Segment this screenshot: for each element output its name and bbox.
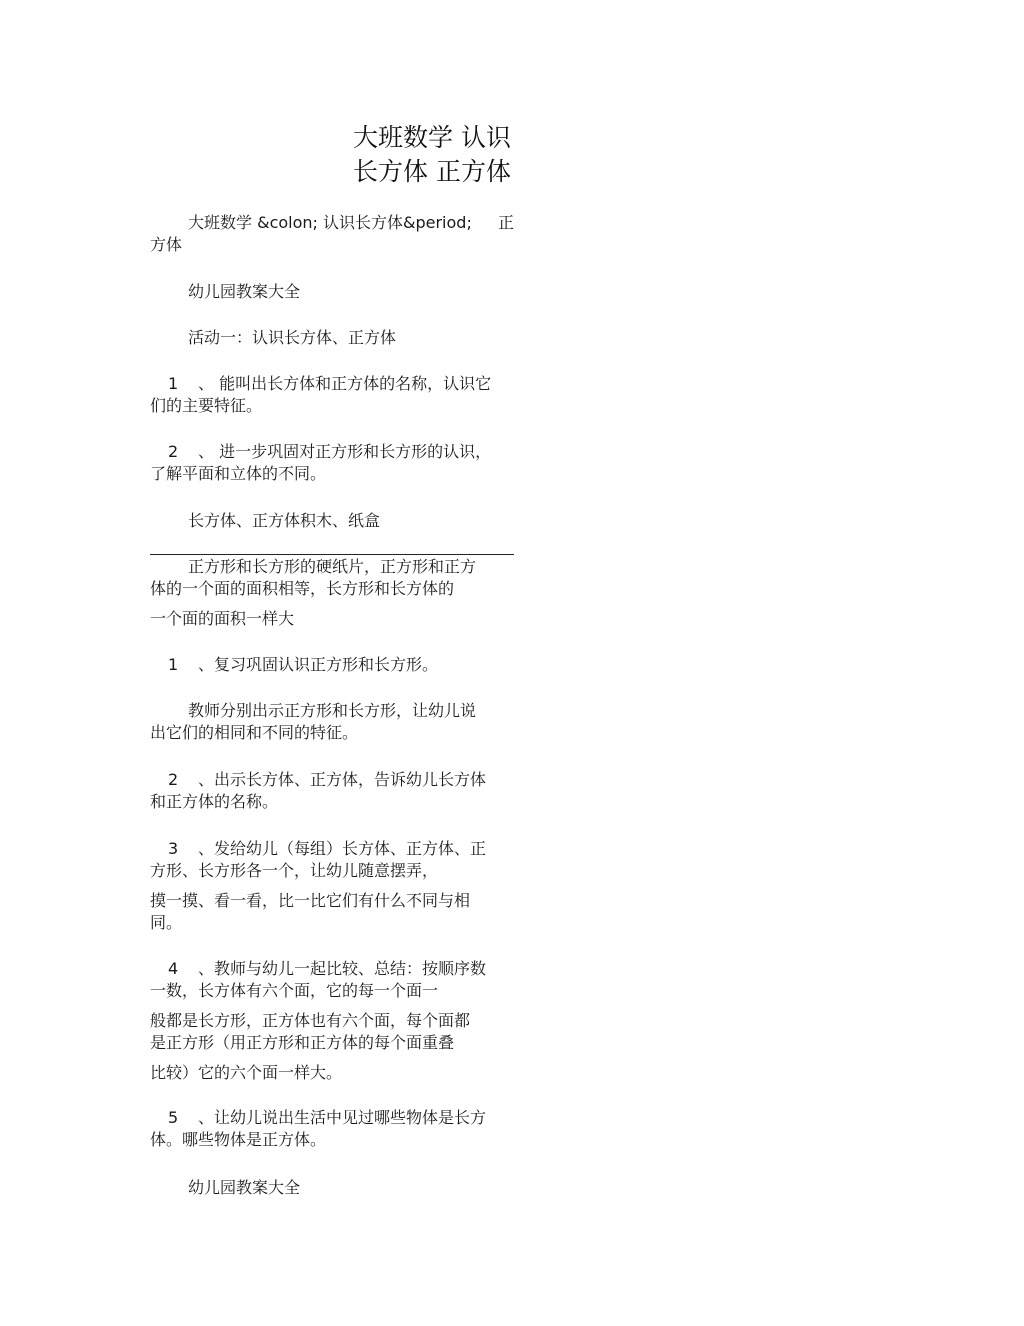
paragraph-subtitle [150,212,514,256]
goal-1-text: 、 能叫出长方体和正方体的名称，认识它 [198,374,492,393]
divider-line [150,554,514,555]
paragraph-step-2 [150,769,514,813]
step-2-continuation: 和正方体的名称。 [150,792,279,811]
paragraph-step-4 [150,958,514,1084]
paragraph-step-3 [150,838,514,934]
paragraph-goal-2 [150,441,514,485]
step-4-line-3: 般都是长方形，正方体也有六个面，每个面都 [150,1011,471,1030]
step-3-line-2: 方形、长方形各一个，让幼儿随意摆弄， [150,861,439,880]
goal-2-number: 2 [168,442,179,461]
materials-detail-line-1: 正方形和长方形的硬纸片，正方形和正方 [188,557,477,576]
step-2-number: 2 [168,770,179,789]
step-4-text: 、教师与幼儿一起比较、总结：按顺序数 [198,959,487,978]
goal-1-number: 1 [168,374,179,393]
step-1-detail-line-1: 教师分别出示正方形和长方形，让幼儿说 [188,701,477,720]
paragraph-materials-detail [150,556,514,630]
step-4-line-4: 是正方形（用正方形和正方体的每个面重叠 [150,1033,455,1052]
paragraph-activity-heading [150,327,514,349]
paragraph-source [150,281,514,303]
goal-1-continuation: 们的主要特征。 [150,396,263,415]
materials-text: 长方体、正方体积木、纸盒 [188,511,381,530]
step-4-line-2: 一数，长方体有六个面，它的每一个面一 [150,981,439,1000]
activity-heading: 活动一：认识长方体、正方体 [188,328,397,347]
step-3-line-4: 同。 [150,913,183,932]
paragraph-step-1 [150,654,514,676]
step-5-number: 5 [168,1108,179,1127]
step-4-number: 4 [168,959,179,978]
materials-detail-line-2: 体的一个面的面积相等，长方形和长方体的 [150,579,455,598]
step-3-line-3: 摸一摸、看一看，比一比它们有什么不同与相 [150,891,471,910]
step-5-text: 、让幼儿说出生活中见过哪些物体是长方 [198,1108,487,1127]
goal-2-text: 、 进一步巩固对正方形和长方形的认识， [198,442,492,461]
document-title-line-1: 大班数学 认识 [353,123,511,152]
footer-source-text: 幼儿园教案大全 [188,1178,301,1197]
paragraph-footer-source [150,1177,514,1199]
document-title-line-2: 长方体 正方体 [353,157,511,186]
paragraph-goal-1 [150,373,514,417]
goal-2-continuation: 了解平面和立体的不同。 [150,464,327,483]
paragraph-step-5 [150,1107,514,1151]
step-1-number: 1 [168,655,179,674]
step-5-continuation: 体。哪些物体是正方体。 [150,1130,327,1149]
step-3-text: 、发给幼儿（每组）长方体、正方体、正 [198,839,487,858]
subtitle-continuation: 方体 [150,235,183,254]
paragraph-step-1-detail [150,700,514,744]
step-1-detail-line-2: 出它们的相同和不同的特征。 [150,723,359,742]
paragraph-materials [150,510,514,532]
materials-detail-line-3: 一个面的面积一样大 [150,609,295,628]
step-4-line-5: 比较）它的六个面一样大。 [150,1063,343,1082]
step-3-number: 3 [168,839,179,858]
subtitle-text: 大班数学 &colon; 认识长方体&period; [188,213,472,232]
source-text: 幼儿园教案大全 [188,282,301,301]
step-1-text: 、复习巩固认识正方形和长方形。 [198,655,439,674]
step-2-text: 、出示长方体、正方体，告诉幼儿长方体 [198,770,487,789]
subtitle-text-end: 正 [497,213,514,232]
